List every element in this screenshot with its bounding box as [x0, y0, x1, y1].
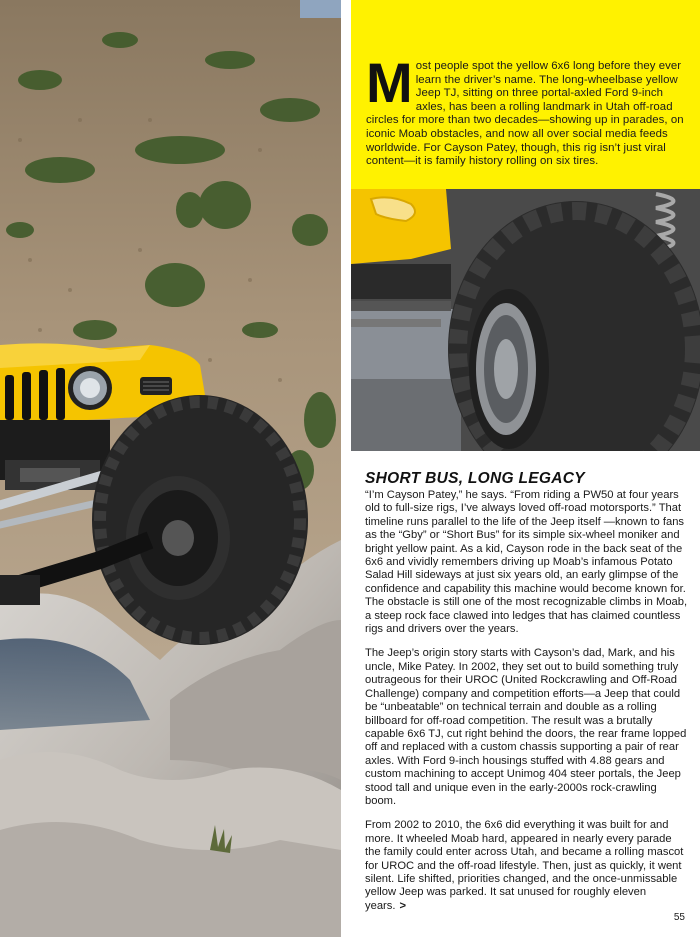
jeep-rock-photo: [0, 0, 341, 937]
article-paragraph-3: [365, 819, 689, 913]
page-number: 55: [673, 912, 685, 923]
section-headline: SHORT BUS, LONG LEGACY: [365, 470, 585, 487]
article-paragraph-1: “I’m Cayson Patey,” he says. “From riding a PW50 at four years old to full-size rigs, I’ve always loved off-road motorsports.” That timeline runs parallel to the life of the Jeep itself —known to fans as the “Gby” or “Short Bus” for its simple six-wheel moniker and bright yellow paint. As a kid, Cayson rode in the back seat of the 6x6 and vividly remembers driving up Moab’s infamous Potato Salad Hill sideways at just six years old, an early glimpse of the confidence and capability this machine would become known for. The obstacle is still one of the most recognizable climbs in Moab, a steep rock face clawed into ledges that has claimed countless rigs and drivers over the years.: [365, 489, 688, 636]
article-column: [351, 0, 700, 937]
intro-body-text: ost people spot the yellow 6x6 long before they ever learn the driver’s name. The long-wheelbase yellow Jeep TJ, sitting on three portal-axled Ford 9-inch axles, has been a rolling landmark in Utah off-road circles for more than two decades—showing up in parades, on iconic Moab obstacles, and now all over social media feeds worldwide. For Cayson Patey, though, this rig isn’t just viral content—it is family history rolling on six tires.: [366, 60, 684, 168]
article-paragraph-3-text: From 2002 to 2010, the 6x6 did everything it was built for and more. It wheeled Moab hard, appeared in nearly every parade the family could enter across Utah, and became a rolling mascot for UROC and the off-road lifestyle. Then, just as quickly, it went silent. Life shifted, priorities changed, and the once-unmissable yellow Jeep was parked. It sat unused for roughly eleven years.: [365, 819, 684, 912]
intro-panel: [351, 0, 700, 189]
article-body: [365, 470, 689, 924]
continue-arrow-icon: >: [399, 899, 407, 912]
tire-closeup-photo: [351, 189, 700, 451]
article-paragraph-2: The Jeep’s origin story starts with Cayson’s dad, Mark, and his uncle, Mike Patey. In 2002, they set out to build something truly outrageous for their UROC (United Rockcrawling and Off-Road Challenge) company and competition efforts—a Jeep that could be “unbeatable” on technical terrain and double as a rolling billboard for off-road competition. The result was a brutally capable 6x6 TJ, cut right behind the doors, the rear frame lopped off and replaced with a custom chassis supporting a pair of rear axles. With Ford 9-inch housings stuffed with 4.88 gears and custom machining to accept Unimog 404 steer portals, the Jeep stood tall and unique even in the early-2000s rock-crawling boom.: [365, 647, 687, 807]
intro-paragraph: [366, 51, 688, 169]
drop-cap: M: [366, 51, 413, 114]
